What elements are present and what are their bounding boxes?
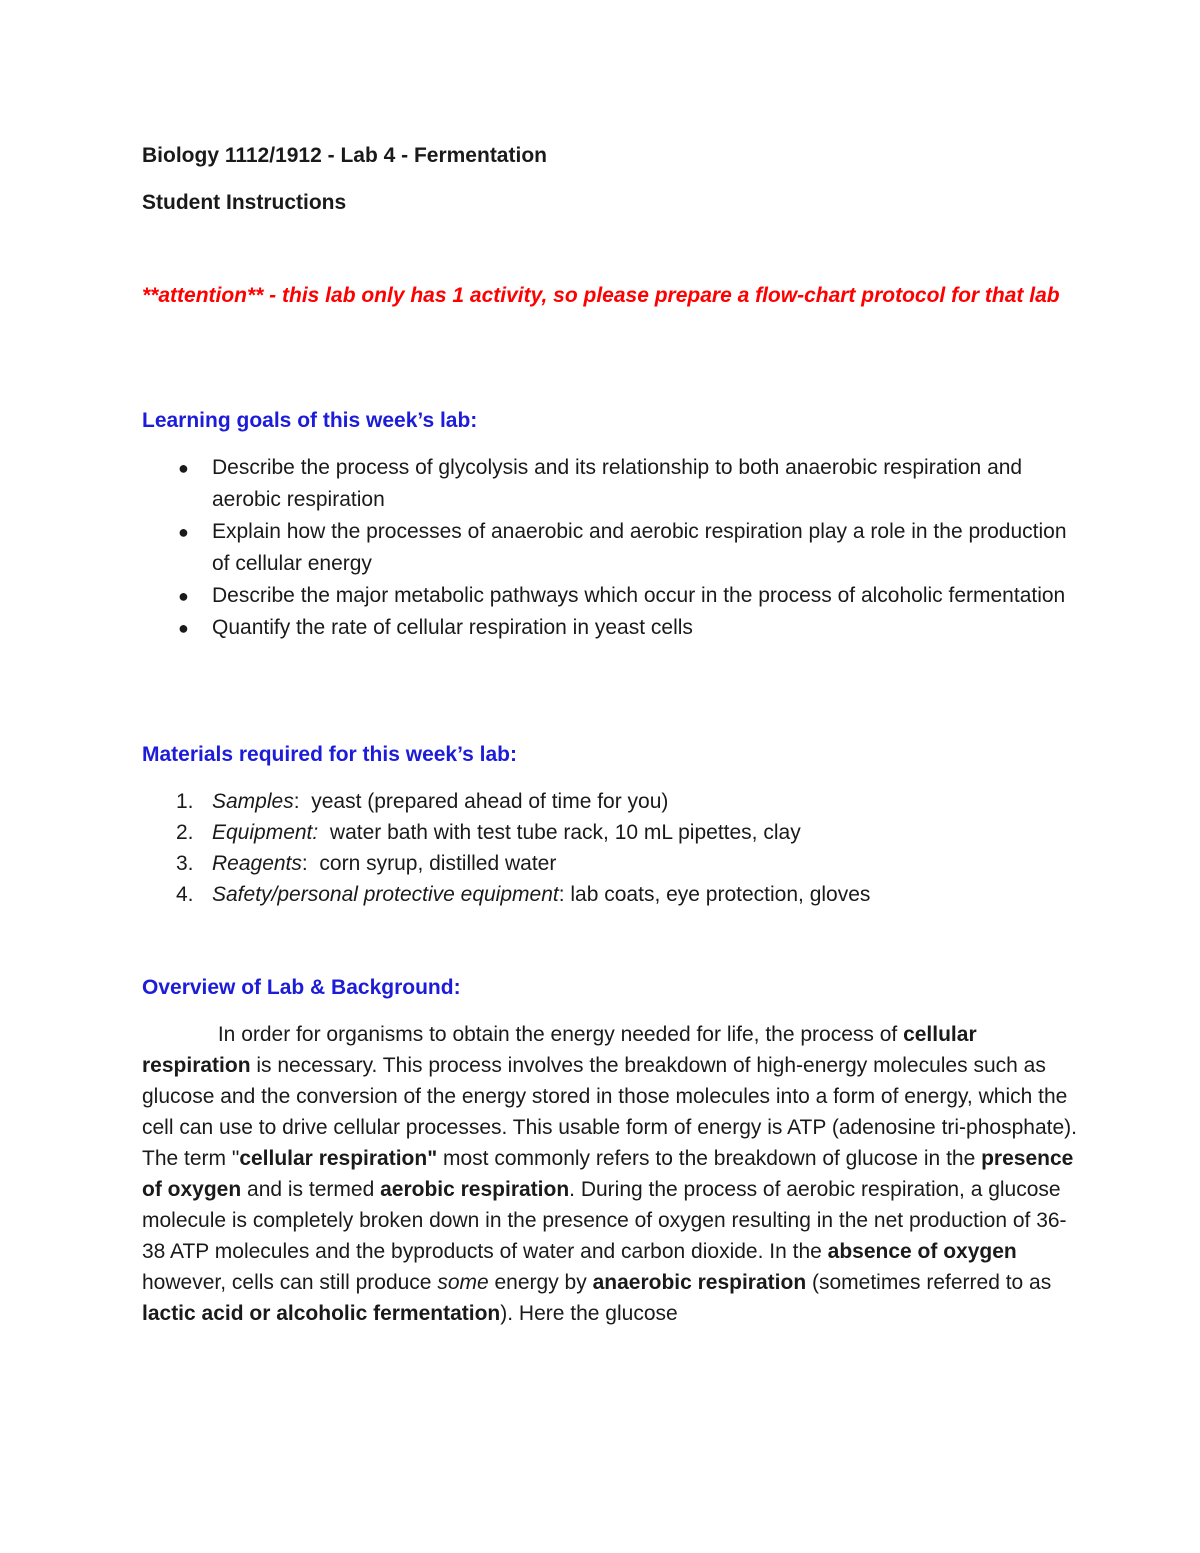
bullet-icon: ● bbox=[178, 522, 189, 542]
overview-paragraph bbox=[142, 1019, 1077, 1329]
list-item bbox=[142, 452, 1072, 516]
segment: energy by bbox=[488, 1271, 593, 1294]
materials-list bbox=[142, 786, 1072, 910]
segment: . During the process of aerobic respiration, a glucose molecule is completely broken down in the presence of oxygen resulting in the net production of 36-38 ATP molecules and the byproducts of water and carbon dioxide. In the bbox=[142, 1178, 1067, 1263]
list-item bbox=[142, 786, 1072, 817]
item-number: 2. bbox=[176, 821, 194, 844]
italic-term: some bbox=[437, 1271, 489, 1294]
goal-text: Explain how the processes of anaerobic and aerobic respiration play a role in the production of cellular energy bbox=[212, 520, 1067, 575]
material-text: water bath with test tube rack, 10 mL pipettes, clay bbox=[329, 821, 801, 844]
learning-goals-heading: Learning goals of this week’s lab: bbox=[142, 409, 478, 432]
segment: most commonly refers to the breakdown of glucose in the bbox=[437, 1147, 982, 1170]
bold-term: absence of oxygen bbox=[827, 1240, 1017, 1263]
goal-text: Quantify the rate of cellular respiration in yeast cells bbox=[212, 616, 693, 639]
item-number: 3. bbox=[176, 852, 194, 875]
list-item bbox=[142, 612, 1072, 644]
document-title: Biology 1112/1912 - Lab 4 - Fermentation bbox=[142, 144, 547, 167]
bold-term: presence of oxygen bbox=[142, 1147, 1074, 1201]
material-separator: : bbox=[558, 883, 571, 906]
material-label: Equipment: bbox=[212, 821, 319, 844]
bold-term: anaerobic respiration bbox=[592, 1271, 807, 1294]
goal-text: Describe the process of glycolysis and its relationship to both anaerobic respiration and aerobic respiration bbox=[212, 456, 1023, 511]
material-text: lab coats, eye protection, gloves bbox=[570, 883, 871, 906]
bullet-icon: ● bbox=[178, 586, 189, 606]
document-subtitle: Student Instructions bbox=[142, 191, 347, 214]
bold-term: cellular respiration bbox=[142, 1023, 977, 1077]
overview-heading: Overview of Lab & Background: bbox=[142, 976, 461, 999]
segment: and is termed bbox=[241, 1178, 381, 1201]
list-item bbox=[142, 516, 1072, 580]
material-label: Safety/personal protective equipment bbox=[212, 883, 559, 906]
segment: (sometimes referred to as bbox=[806, 1271, 1052, 1294]
attention-note: **attention** - this lab only has 1 activity, so please prepare a flow-chart protocol for that lab bbox=[142, 284, 1060, 307]
segment: In order for organisms to obtain the energy needed for life, the process of bbox=[217, 1023, 904, 1046]
material-separator: : bbox=[293, 790, 312, 813]
material-text: corn syrup, distilled water bbox=[319, 852, 557, 875]
materials-heading: Materials required for this week’s lab: bbox=[142, 743, 518, 766]
material-text: yeast (prepared ahead of time for you) bbox=[311, 790, 669, 813]
material-label: Reagents bbox=[212, 852, 302, 875]
list-item bbox=[142, 580, 1072, 612]
bold-term: cellular respiration" bbox=[239, 1147, 438, 1170]
bold-term: aerobic respiration bbox=[380, 1178, 570, 1201]
material-label: Samples bbox=[212, 790, 294, 813]
bullet-icon: ● bbox=[178, 618, 189, 638]
material-separator bbox=[318, 821, 330, 844]
segment: however, cells can still produce bbox=[142, 1271, 438, 1294]
learning-goals-list bbox=[142, 452, 1072, 644]
item-number: 1. bbox=[176, 790, 194, 813]
goal-text: Describe the major metabolic pathways which occur in the process of alcoholic fermentation bbox=[212, 584, 1066, 607]
bold-term: lactic acid or alcoholic fermentation bbox=[142, 1302, 501, 1325]
segment: ). Here the glucose bbox=[500, 1302, 678, 1325]
bullet-icon: ● bbox=[178, 458, 189, 478]
list-item bbox=[142, 879, 1072, 910]
list-item bbox=[142, 848, 1072, 879]
material-separator: : bbox=[301, 852, 320, 875]
segment: is necessary. This process involves the breakdown of high-energy molecules such as glucose and the conversion of the energy stored in those molecules into a form of energy, which the cell can use to drive cellular processes. This usable form of energy is ATP (adenosine tri-phosphate). The term " bbox=[142, 1054, 1077, 1170]
item-number: 4. bbox=[176, 883, 194, 906]
list-item bbox=[142, 817, 1072, 848]
